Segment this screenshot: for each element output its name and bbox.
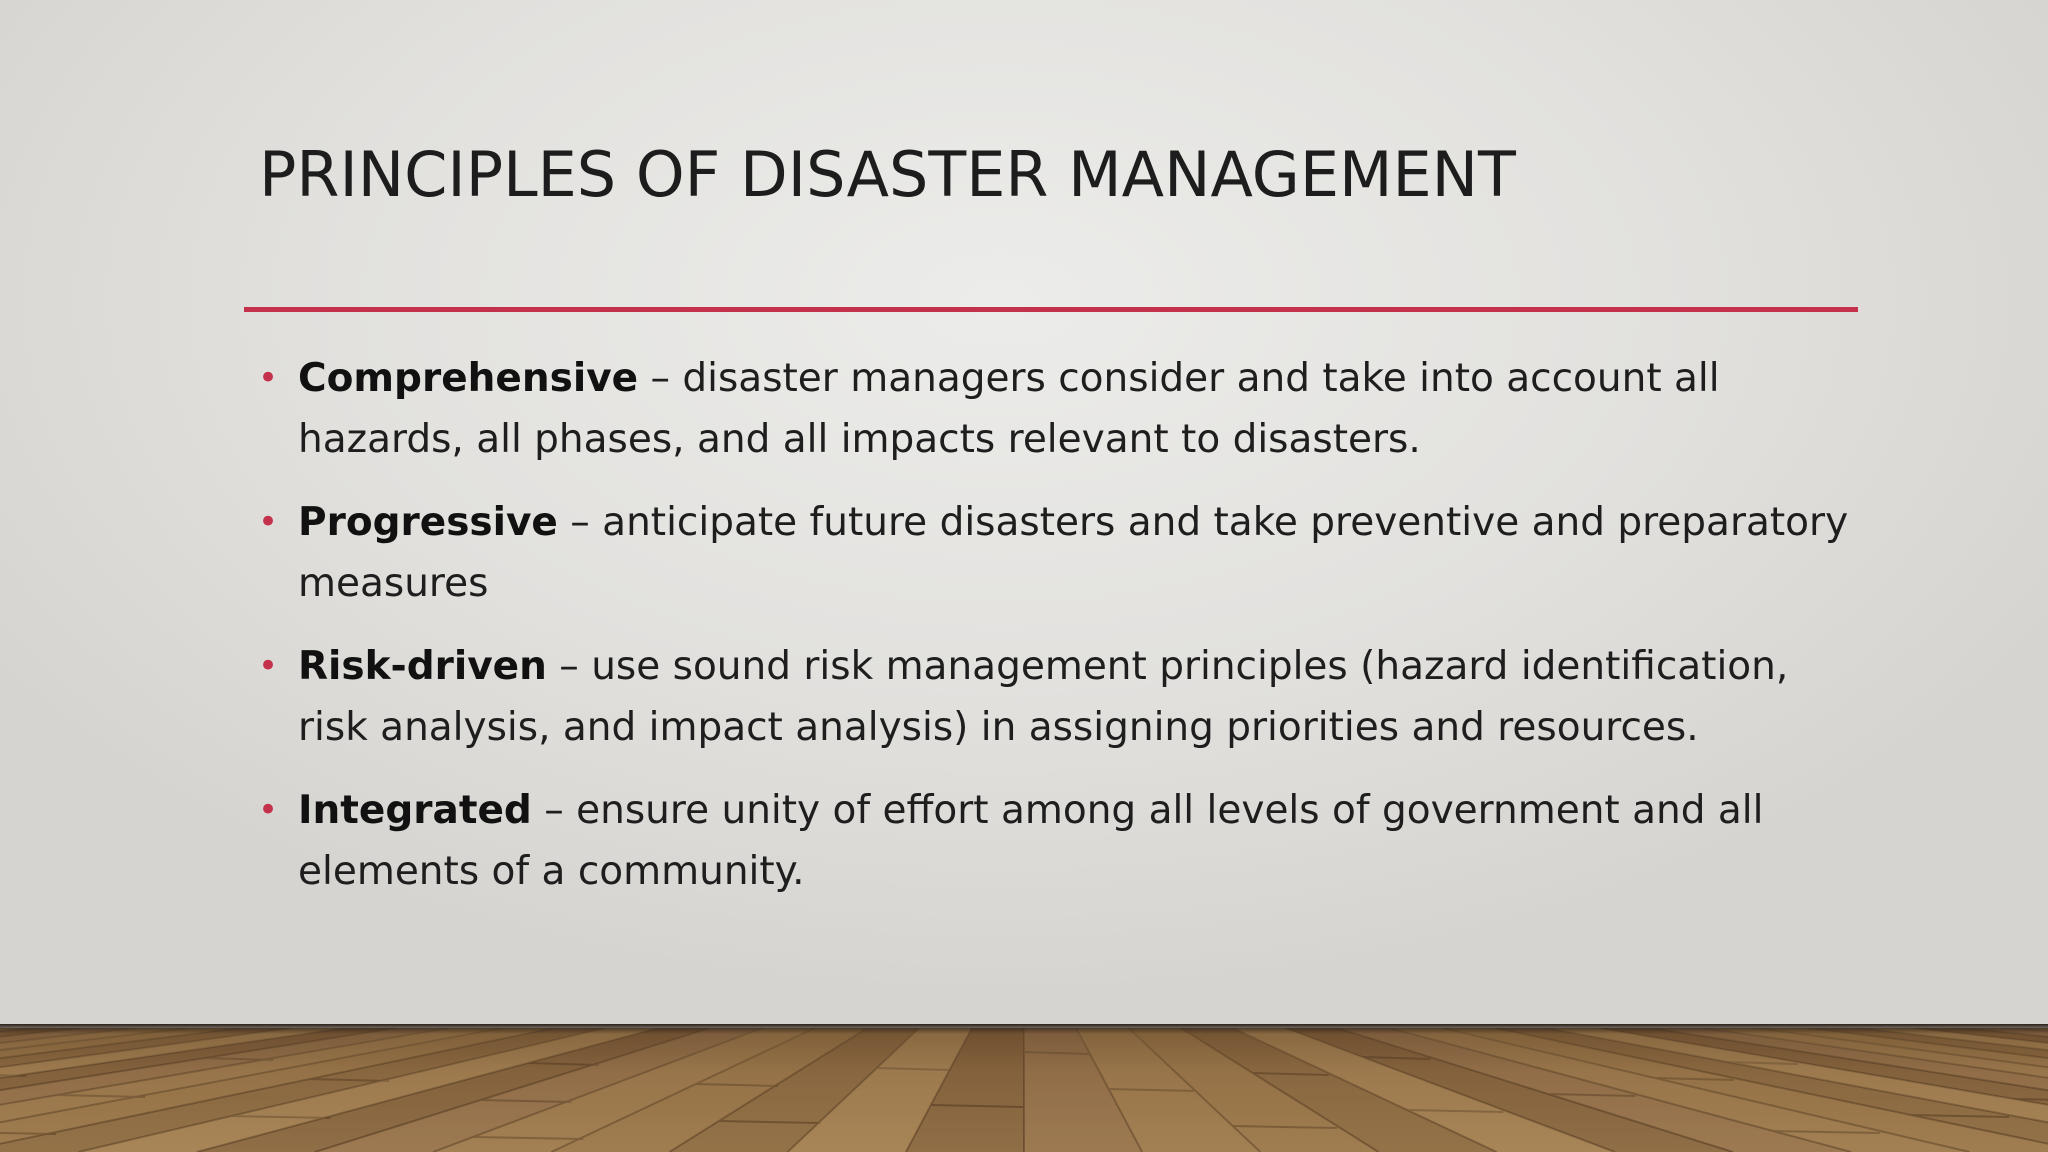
bullet-integrated	[258, 780, 1858, 902]
bullet-comprehensive	[258, 348, 1858, 470]
bullet-term: Risk-driven	[298, 644, 547, 689]
wood-floor-image	[0, 1028, 2048, 1152]
bullet-text: – ensure unity of effort among all levels of government and all elements of a community.	[298, 788, 1764, 894]
bullet-dot-icon: •	[258, 646, 279, 686]
bullet-term: Comprehensive	[298, 356, 639, 401]
bullet-risk-driven	[258, 636, 1858, 758]
bullet-progressive	[258, 492, 1858, 614]
floor-edge-shadow	[0, 1024, 2048, 1034]
bullet-dot-icon: •	[258, 358, 279, 398]
bullet-list	[258, 348, 1858, 924]
slide-title: PRINCIPLES OF DISASTER MANAGEMENT	[259, 138, 1516, 211]
bullet-dot-icon: •	[258, 502, 279, 542]
title-divider	[244, 307, 1858, 312]
bullet-text: – anticipate future disasters and take preventive and preparatory measures	[298, 500, 1849, 606]
bullet-term: Progressive	[298, 500, 558, 545]
bullet-dot-icon: •	[258, 790, 279, 830]
bullet-text: – disaster managers consider and take into account all hazards, all phases, and all impacts relevant to disasters.	[298, 356, 1720, 462]
bullet-text: – use sound risk management principles (hazard identification, risk analysis, and impact analysis) in assigning priorities and resources.	[298, 644, 1789, 750]
bullet-term: Integrated	[298, 788, 532, 833]
